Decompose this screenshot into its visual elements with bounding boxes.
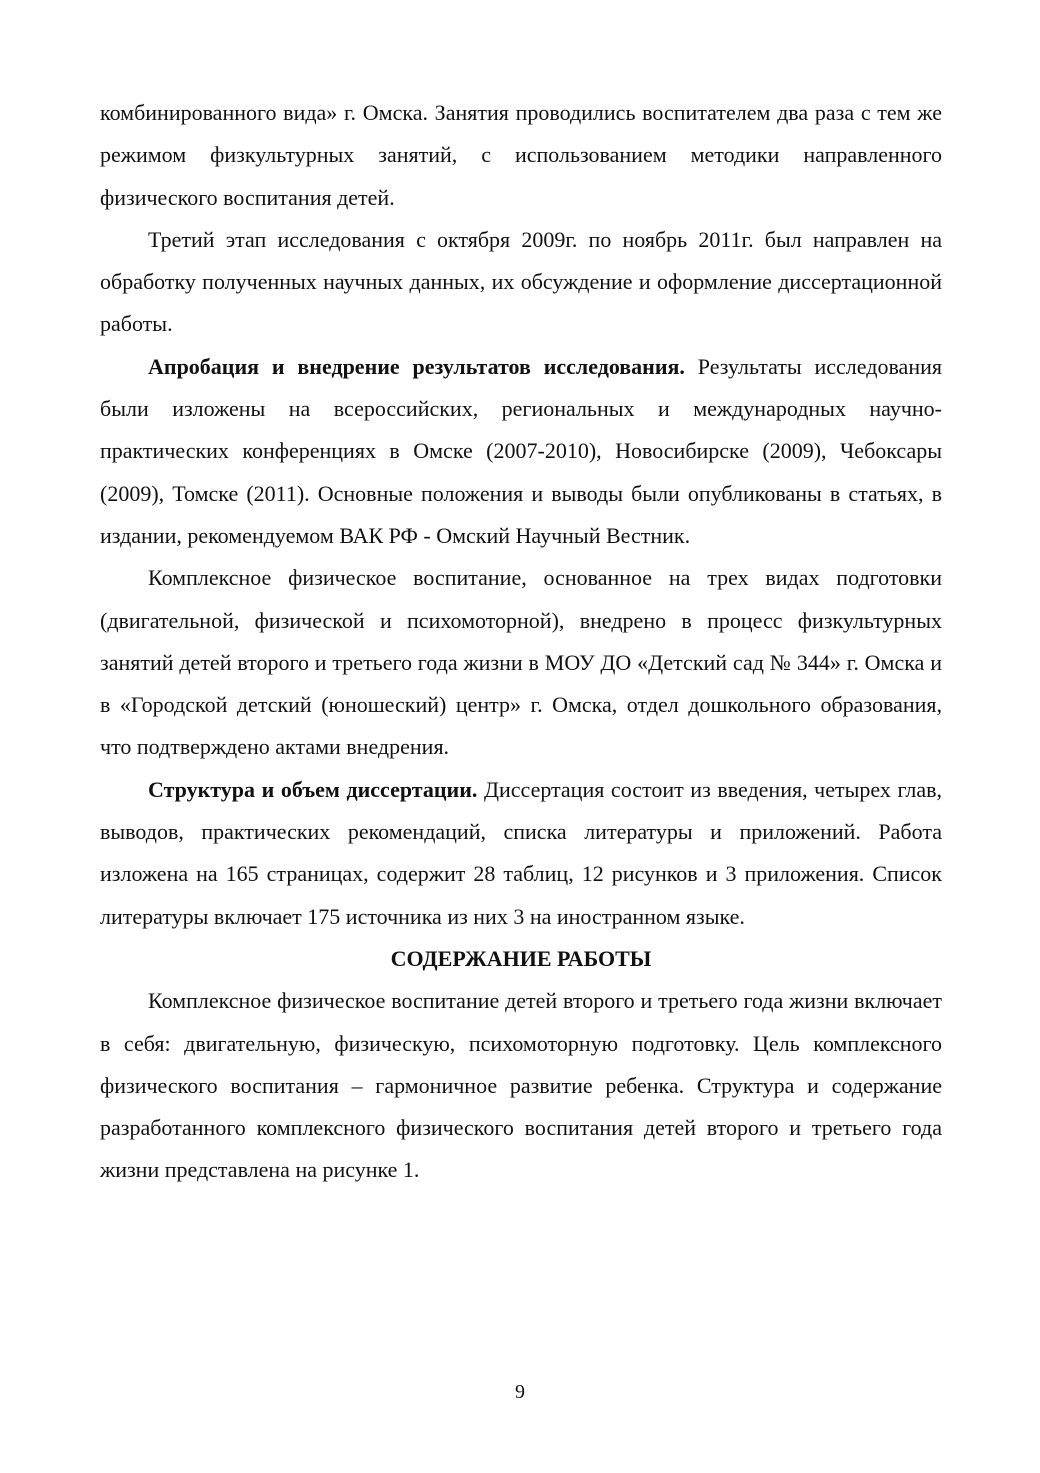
paragraph-approbation-lead: Апробация и внедрение результатов исследования. bbox=[148, 353, 685, 379]
paragraph-structure-text: Диссертация состоит из введения, четырех глав, выводов, практических рекомендаций, списка литературы и приложений. Работа изложена на 165 страницах, содержит 28 таблиц, 12 рисунков и 3 приложения. Список литературы включает 175 источника из них 3 на иностранном языке. bbox=[100, 776, 942, 929]
paragraph-1-text: комбинированного вида» г. Омска. Занятия проводились воспитателем два раза с тем же режимом физкультурных занятий, с использованием методики направленного физического воспитания детей. bbox=[100, 100, 942, 210]
section-paragraph-1-text: Комплексное физическое воспитание детей второго и третьего года жизни включает в себя: двигательную, физическую, психомоторную подготовку. Цель комплексного физического воспитания – гармоничное развитие ребенка. Структура и содержание разработанного комплексного физического воспитания детей второго и третьего года жизни представлена на рисунке 1. bbox=[100, 988, 942, 1183]
paragraph-structure-lead: Структура и объем диссертации. bbox=[148, 776, 478, 802]
section-heading: СОДЕРЖАНИЕ РАБОТЫ bbox=[390, 945, 652, 971]
section-paragraph-1 bbox=[100, 980, 942, 1191]
paragraph-2-text: Третий этап исследования с октября 2009г. по ноябрь 2011г. был направлен на обработку полученных научных данных, их обсуждение и оформление диссертационной работы. bbox=[100, 226, 942, 337]
paragraph-4 bbox=[100, 557, 942, 768]
document-page bbox=[100, 92, 942, 1192]
paragraph-structure bbox=[100, 769, 942, 938]
paragraph-1 bbox=[100, 92, 942, 219]
paragraph-4-text: Комплексное физическое воспитание, основанное на трех видах подготовки (двигательной, физической и психомоторной), внедрено в процесс физкультурных занятий детей второго и третьего года жизни в МОУ ДО «Детский сад № 344» г. Омска и в «Городской детский (юношеский) центр» г. Омска, отдел дошкольного образования, что подтверждено актами внедрения. bbox=[100, 565, 942, 760]
page-number: 9 bbox=[515, 1381, 525, 1403]
paragraph-2 bbox=[100, 219, 942, 346]
paragraph-approbation-text: Результаты исследования были изложены на всероссийских, региональных и международных научно-практических конференциях в Омске (2007-2010), Новосибирске (2009), Чебоксары (2009), Томске (2011). Основные положения и выводы были опубликованы в статьях, в издании, рекомендуемом ВАК РФ - Омский Научный Вестник. bbox=[100, 353, 942, 548]
paragraph-approbation bbox=[100, 346, 942, 557]
